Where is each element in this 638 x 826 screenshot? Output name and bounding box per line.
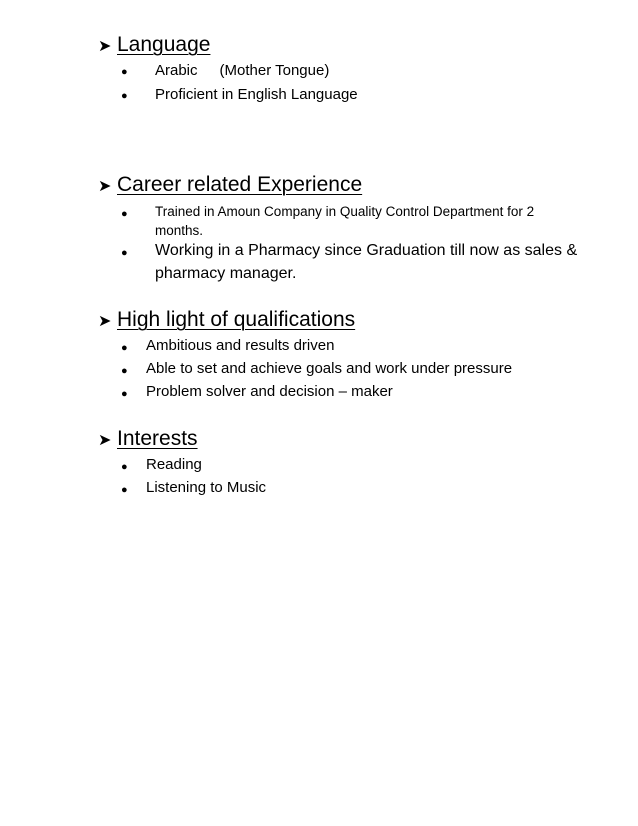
arrow-bullet-icon: ➤ xyxy=(98,178,112,195)
arrow-bullet-icon: ➤ xyxy=(98,38,112,55)
round-bullet-icon: ● xyxy=(121,342,128,354)
round-bullet-icon: ● xyxy=(121,365,128,377)
qualifications-heading-text: High light of qualifications xyxy=(117,308,356,331)
career-item-trained-line1: Trained in Amoun Company in Quality Control Department for 2 xyxy=(155,204,535,219)
round-bullet-icon: ● xyxy=(121,388,128,400)
interests-heading-text: Interests xyxy=(117,427,198,450)
language-item-english: Proficient in English Language xyxy=(155,86,358,103)
language-item-arabic: Arabic (Mother Tongue) xyxy=(155,62,330,79)
qualification-item-problem-solver: Problem solver and decision – maker xyxy=(146,383,393,400)
language-heading-text: Language xyxy=(117,33,211,56)
arrow-bullet-icon: ➤ xyxy=(98,313,112,330)
interest-item-music: Listening to Music xyxy=(146,479,267,496)
career-item-working-line2: pharmacy manager. xyxy=(155,265,297,282)
qualifications-heading xyxy=(98,308,355,334)
language-heading xyxy=(98,33,210,59)
round-bullet-icon: ● xyxy=(121,461,128,473)
arrow-bullet-icon: ➤ xyxy=(98,432,112,449)
round-bullet-icon: ● xyxy=(121,90,128,102)
round-bullet-icon: ● xyxy=(121,66,128,78)
interests-heading xyxy=(98,427,198,453)
career-heading-text: Career related Experience xyxy=(117,173,363,196)
qualification-item-ambitious: Ambitious and results driven xyxy=(146,337,335,354)
career-heading xyxy=(98,173,362,199)
career-item-trained-line2: months. xyxy=(155,223,204,238)
interest-item-reading: Reading xyxy=(146,456,202,473)
round-bullet-icon: ● xyxy=(121,208,128,220)
career-item-working-line1: Working in a Pharmacy since Graduation till now as sales & xyxy=(155,242,578,259)
qualification-item-goals: Able to set and achieve goals and work under pressure xyxy=(146,360,513,377)
round-bullet-icon: ● xyxy=(121,484,128,496)
round-bullet-icon: ● xyxy=(121,247,128,259)
